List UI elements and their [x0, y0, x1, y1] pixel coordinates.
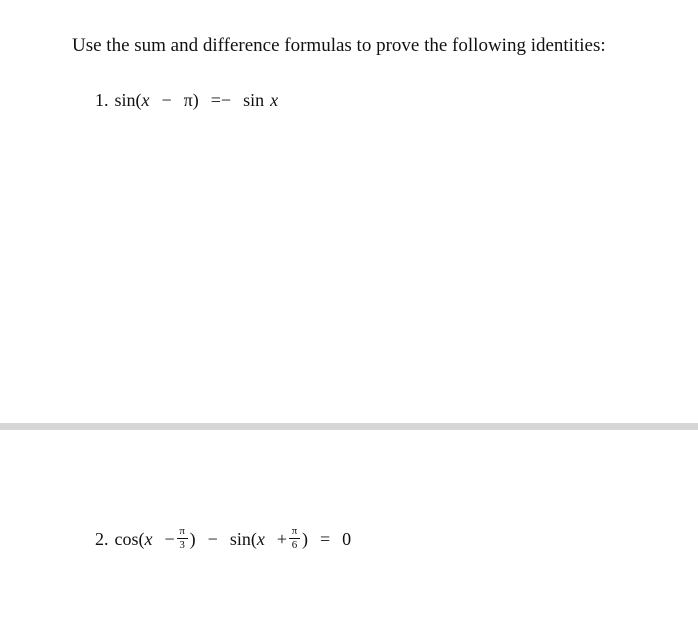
problem-number: 1.	[95, 90, 109, 110]
problem-1	[95, 88, 278, 112]
instructions-text: Use the sum and difference formulas to prove the following identities:	[72, 35, 606, 56]
plus-operator: +	[276, 528, 287, 549]
variable-x: x	[141, 90, 150, 110]
minus-operator-2: −	[207, 528, 218, 549]
variable-x-rhs: x	[270, 90, 279, 110]
fraction-numerator: π	[291, 525, 298, 537]
minus-operator: −	[164, 528, 175, 549]
minus-operator: −	[161, 90, 172, 110]
close-paren-2: )	[301, 528, 308, 549]
function-cos: cos(	[114, 528, 145, 549]
section-divider	[0, 423, 698, 430]
result-zero: 0	[342, 528, 352, 549]
variable-x: x	[144, 528, 153, 549]
function-sin: sin(	[229, 528, 257, 549]
fraction-pi-over-3	[177, 526, 188, 551]
fraction-denominator: 6	[291, 539, 298, 551]
problem-number: 2.	[95, 528, 109, 549]
problem-2	[95, 526, 351, 551]
variable-x-2: x	[256, 528, 265, 549]
fraction-denominator: 3	[179, 539, 185, 551]
fraction-numerator: π	[179, 525, 185, 537]
equals-negative: =−	[210, 90, 232, 110]
function-sin-rhs: sin	[243, 90, 265, 110]
fraction-pi-over-6	[289, 526, 300, 551]
pi-symbol: π	[183, 90, 193, 110]
close-paren: )	[189, 528, 196, 549]
close-paren: )	[192, 90, 199, 110]
function-sin: sin(	[114, 90, 142, 110]
equals-sign: =	[319, 528, 331, 549]
